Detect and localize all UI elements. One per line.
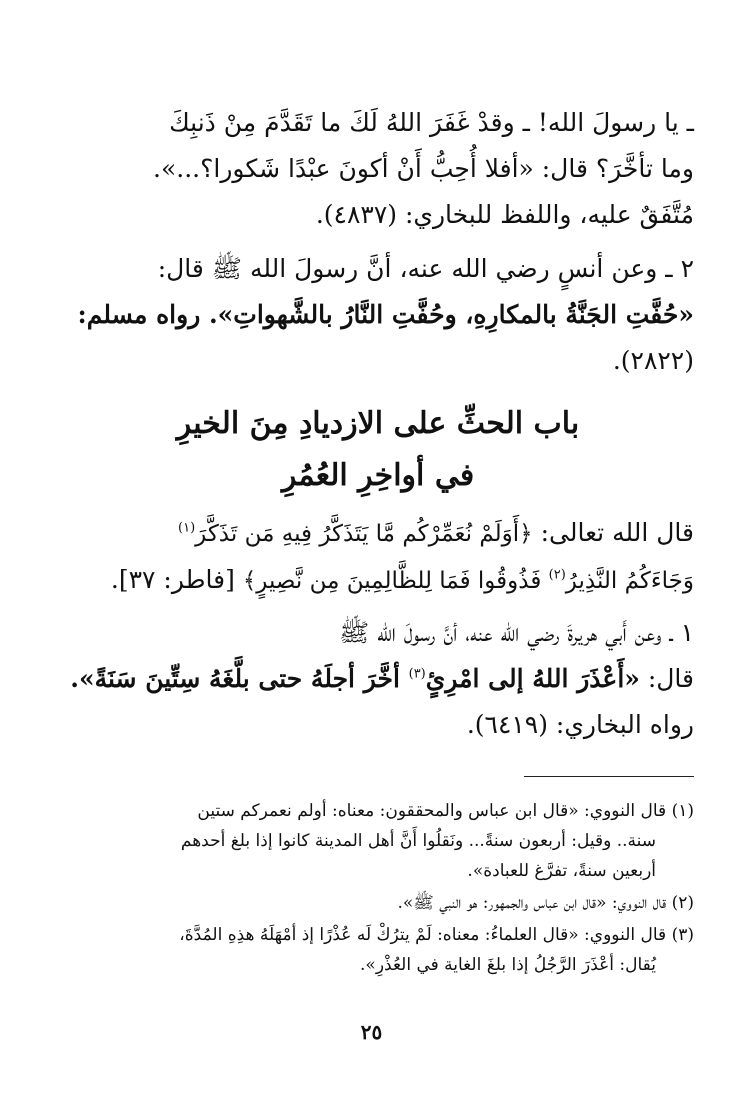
hadith-text: «أَعْذَرَ اللهُ إلى امْرِئٍ: [425, 664, 640, 693]
text-line: وما تأخَّرَ؟ قال: «أفلا أُحِبُّ أَنْ أكونَ عبْدًا شَكورا؟...».: [153, 154, 694, 183]
text-line: ٢ ـ وعن أنسٍ رضي الله عنه، أنَّ رسولَ الله ﷺ قال:: [157, 254, 694, 283]
footnote-divider: [524, 776, 694, 777]
footnote-2: [62, 888, 694, 918]
footnote-line: يُقال: أعْذَرَ الرَّجُلُ إذا بلغَ الغاية في العُذْرِ».: [360, 955, 656, 975]
footnote-line: (٢) قال النووي: «قال ابن عباس والجمهور: هو النبي ﷺ».: [397, 893, 694, 913]
paragraph-hadith-1: [62, 610, 694, 748]
chapter-title: [62, 398, 694, 502]
main-text: [62, 100, 694, 748]
paragraph-quran-verse: [62, 510, 694, 604]
footnote-3: [62, 920, 694, 980]
text-line: [62, 510, 694, 557]
footnote-marker[interactable]: (١): [178, 520, 196, 536]
paragraph-hadith-2: [62, 246, 694, 384]
footnote-marker[interactable]: (٢): [548, 567, 566, 583]
text-line: «حُفَّتِ الجَنَّةُ بالمكارِهِ، وحُفَّتِ النَّارُ بالشَّهواتِ». رواه مسلم:: [77, 300, 694, 329]
verse-intro: قال الله تعالى:: [532, 518, 694, 547]
footnote-line: (٣) قال النووي: «قال العلماءُ: معناه: لَمْ يترُكْ لَه عُذْرًا إذ أمْهَلَهُ هذِهِ المُدَّةَ،: [179, 925, 694, 945]
verse-text: فَذُوقُوا فَمَا لِلظَّالِمِينَ مِن نَّصِيرٍ﴾: [242, 568, 549, 594]
text-line: ١ ـ وعن أَبي هريرةَ رضي الله عنه، أنَّ رسولَ الله ﷺ: [338, 618, 694, 647]
text-line: مُتَّفَقٌ عليه، واللفظ للبخاري: (٤٨٣٧).: [315, 200, 694, 229]
page-number: ٢٥: [360, 1020, 383, 1044]
text-line: ـ يا رسولَ الله! ـ وقدْ غَفَرَ اللهُ لَكَ ما تَقَدَّمَ مِنْ ذَنبِكَ: [169, 108, 694, 137]
text-line: رواه البخاري: (٦٤١٩).: [466, 710, 694, 739]
verse-text: ﴿أَوَلَمْ نُعَمِّرْكُم مَّا يَتَذَكَّرُ فِيهِ مَن تَذَكَّرَ: [195, 521, 533, 547]
footnote-1: [62, 796, 694, 886]
text-span: قال:: [639, 664, 694, 693]
paragraph-hadith-continuation: [62, 100, 694, 238]
text-line: [62, 656, 694, 702]
footnotes: [62, 796, 694, 982]
footnote-line: أربعين سنةً، تفرَّغ للعبادة».: [467, 861, 656, 881]
text-line: (٢٨٢٢).: [612, 346, 694, 375]
verse-reference: [فاطر: ٣٧].: [110, 565, 243, 594]
chapter-title-line: في أواخِرِ العُمُرِ: [281, 458, 475, 493]
footnote-line: (١) قال النووي: «قال ابن عباس والمحققون: معناه: أولم نعمركم ستين: [197, 801, 694, 821]
verse-text: وَجَاءَكُمُ النَّذِيرُ: [565, 568, 694, 594]
text-line: [62, 557, 694, 604]
footnote-marker[interactable]: (٣): [408, 666, 426, 682]
hadith-text: أخَّرَ أجلَهُ حتى بلَّغَهُ سِتِّينَ سَنَةً».: [70, 664, 409, 693]
footnote-line: سنة.. وقيل: أربعون سنةً... ونَقلُوا أَنَّ أهل المدينة كانوا إذا بلغ أحدهم: [180, 831, 656, 851]
chapter-title-line: باب الحثِّ على الازديادِ مِنَ الخيرِ: [176, 406, 580, 441]
